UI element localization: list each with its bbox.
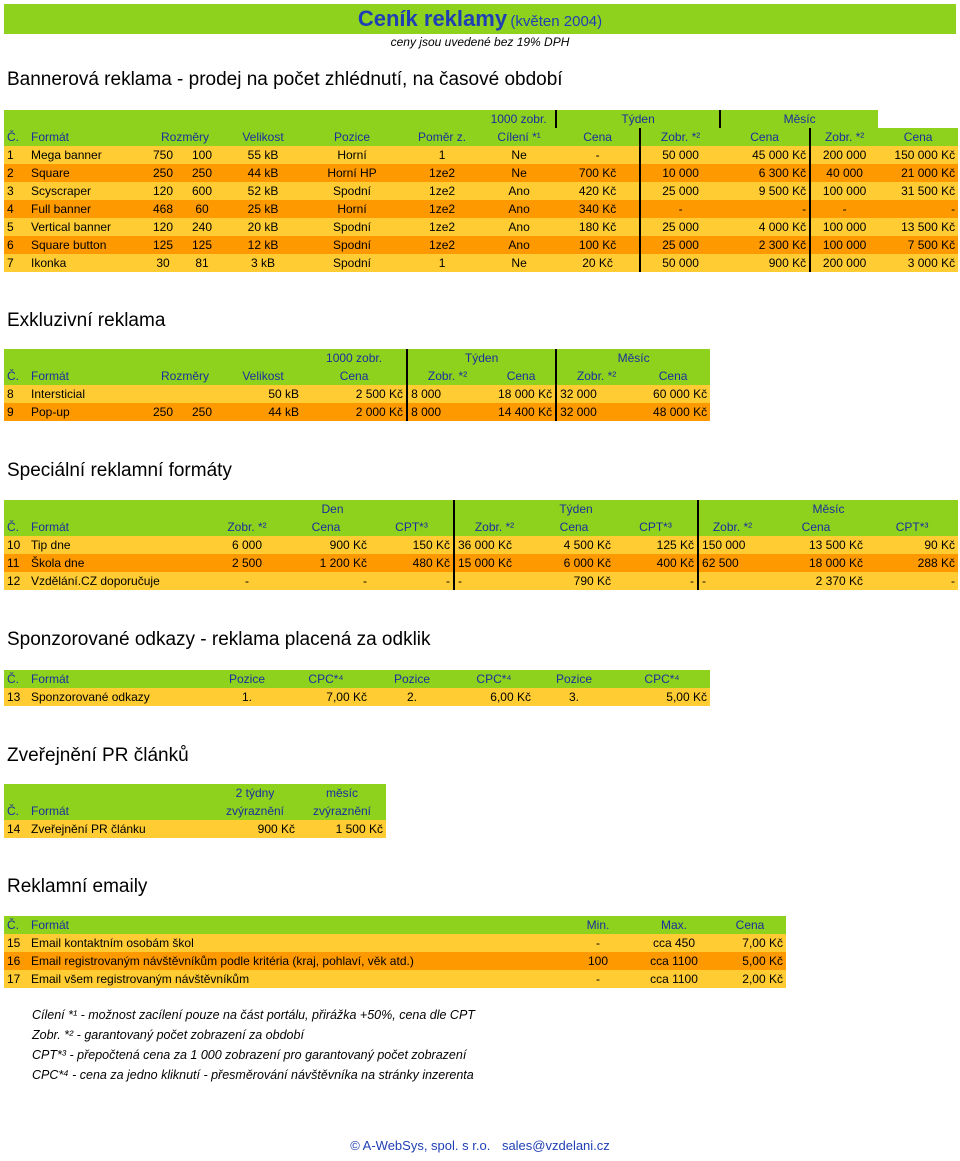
table-row xyxy=(4,164,958,182)
table-cell: 52 kB xyxy=(224,182,302,200)
column-header: Velikost xyxy=(224,128,302,146)
table-cell: 90 Kč xyxy=(866,536,958,554)
table-cell: 50 000 xyxy=(640,146,720,164)
table-cell: 6 xyxy=(4,236,28,254)
table-cell xyxy=(4,500,212,518)
table-cell: Č. xyxy=(4,916,28,934)
table-cell: 125 xyxy=(180,236,224,254)
table-cell: 250 xyxy=(180,403,224,421)
table-cell: zvýraznění xyxy=(298,802,386,820)
table-cell: 1000 zobr. xyxy=(302,349,407,367)
table-cell: Min. xyxy=(562,916,634,934)
table-cell: Vzdělání.CZ doporučuje xyxy=(28,572,212,590)
table-cell: 120 xyxy=(146,218,180,236)
table-row xyxy=(4,236,958,254)
table-row xyxy=(4,385,710,403)
table-cell: 81 xyxy=(180,254,224,272)
table-cell: 2. xyxy=(370,688,454,706)
table-cell: Týden xyxy=(407,349,556,367)
footer-company: © A-WebSys, spol. s r.o. xyxy=(350,1138,491,1153)
table-cell: 3. xyxy=(534,688,614,706)
table-cell: - xyxy=(212,572,282,590)
table-cell: 288 Kč xyxy=(866,554,958,572)
column-header: Formát xyxy=(28,128,146,146)
table-cell: 7,00 Kč xyxy=(282,688,370,706)
table-cell: Square button xyxy=(28,236,146,254)
table-cell: 900 Kč xyxy=(212,820,298,838)
table-cell: Škola dne xyxy=(28,554,212,572)
table-cell: 7 500 Kč xyxy=(878,236,958,254)
table-cell xyxy=(4,349,302,367)
table-cell: 3 000 Kč xyxy=(878,254,958,272)
table-cell: Rozměry xyxy=(146,367,224,385)
table-cell: 9 500 Kč xyxy=(720,182,810,200)
table-cell: 100 000 xyxy=(810,218,878,236)
table-row xyxy=(4,934,786,952)
table-cell: Měsíc xyxy=(556,349,710,367)
table-cell: měsíc xyxy=(298,784,386,802)
table-cell: Cena xyxy=(714,916,786,934)
table-cell: 200 000 xyxy=(810,146,878,164)
table-cell: 2 500 xyxy=(212,554,282,572)
table-cell: 15 000 Kč xyxy=(454,554,534,572)
footnote: CPC*⁴ - cena za jedno kliknutí - přesměrování návštěvníka na stránky inzerenta xyxy=(32,1068,474,1082)
table-cell: 100 xyxy=(180,146,224,164)
table-cell: 8 000 xyxy=(407,385,487,403)
table-cell: 10 xyxy=(4,536,28,554)
table-cell: 8 000 xyxy=(407,403,487,421)
table-cell: 20 Kč xyxy=(556,254,640,272)
table-cell: 4 500 Kč xyxy=(534,536,614,554)
table-cell: Pozice xyxy=(534,670,614,688)
table-cell: - xyxy=(698,572,766,590)
column-header: Zobr. *² xyxy=(640,128,720,146)
table-cell: 100 000 xyxy=(810,182,878,200)
table-cell: Email všem registrovaným návštěvníkům xyxy=(28,970,562,988)
table-cell: Č. xyxy=(4,367,28,385)
table-cell: 340 Kč xyxy=(556,200,640,218)
table-cell: zvýraznění xyxy=(212,802,298,820)
table-cell: 125 Kč xyxy=(614,536,698,554)
table-cell: - xyxy=(866,572,958,590)
table-cell: 150 000 Kč xyxy=(878,146,958,164)
page-title: Ceník reklamy xyxy=(357,6,508,31)
column-header-row xyxy=(4,128,958,146)
column-header: Poměr z. xyxy=(402,128,482,146)
table-cell: 420 Kč xyxy=(556,182,640,200)
table-cell: 1. xyxy=(212,688,282,706)
table-cell: Cena xyxy=(302,367,407,385)
table-cell: 2 370 Kč xyxy=(766,572,866,590)
table-cell: 6,00 Kč xyxy=(454,688,534,706)
table-cell: cca 1100 xyxy=(634,970,714,988)
table-cell: - xyxy=(878,200,958,218)
table-cell: 900 Kč xyxy=(282,536,370,554)
table-row xyxy=(4,952,786,970)
table-cell: 8 xyxy=(4,385,28,403)
table-cell: 2 000 Kč xyxy=(302,403,407,421)
group-header-row xyxy=(4,349,710,367)
banner-table xyxy=(4,110,958,272)
table-row xyxy=(4,182,958,200)
table-cell: Zobr. *² xyxy=(212,518,282,536)
table-cell xyxy=(4,110,482,128)
table-cell: Cena xyxy=(636,367,710,385)
table-cell: Zobr. *² xyxy=(556,367,636,385)
table-cell: Ne xyxy=(482,164,556,182)
table-cell: 2 xyxy=(4,164,28,182)
table-cell: 1ze2 xyxy=(402,182,482,200)
table-cell: 14 xyxy=(4,820,28,838)
table-row xyxy=(4,200,958,218)
section-heading-exclusive: Exkluzivní reklama xyxy=(7,310,166,331)
table-cell: 200 000 xyxy=(810,254,878,272)
table-cell: Měsíc xyxy=(720,110,878,128)
table-cell: 5,00 Kč xyxy=(614,688,710,706)
table-cell: 468 xyxy=(146,200,180,218)
table-cell: Ano xyxy=(482,236,556,254)
table-cell: 40 000 xyxy=(810,164,878,182)
table-cell: Square xyxy=(28,164,146,182)
table-cell: Formát xyxy=(28,916,562,934)
table-cell: 1 xyxy=(402,146,482,164)
table-cell: Horní xyxy=(302,146,402,164)
table-cell: cca 450 xyxy=(634,934,714,952)
table-cell: - xyxy=(282,572,370,590)
table-cell: 50 kB xyxy=(224,385,302,403)
table-cell: 32 000 xyxy=(556,385,636,403)
table-cell: 21 000 Kč xyxy=(878,164,958,182)
table-cell: Full banner xyxy=(28,200,146,218)
table-cell: Tip dne xyxy=(28,536,212,554)
footer xyxy=(0,1138,960,1153)
section-heading-sponsored: Sponzorované odkazy - reklama placená za odklik xyxy=(7,629,431,650)
table-cell: 20 kB xyxy=(224,218,302,236)
table-cell: Ne xyxy=(482,146,556,164)
table-cell: 60 xyxy=(180,200,224,218)
table-cell: Intersticial xyxy=(28,385,146,403)
table-cell: 44 kB xyxy=(224,164,302,182)
table-cell: CPC*⁴ xyxy=(454,670,534,688)
table-cell: - xyxy=(370,572,454,590)
table-cell: 150 Kč xyxy=(370,536,454,554)
table-cell: 25 000 xyxy=(640,218,720,236)
table-cell: 250 xyxy=(146,403,180,421)
table-cell: 1 xyxy=(4,146,28,164)
table-cell: 1 500 Kč xyxy=(298,820,386,838)
table-cell: 10 000 xyxy=(640,164,720,182)
table-cell: 55 kB xyxy=(224,146,302,164)
column-header: Cena xyxy=(556,128,640,146)
table-cell: 36 000 Kč xyxy=(454,536,534,554)
column-header: Cena xyxy=(720,128,810,146)
table-cell: 12 xyxy=(4,572,28,590)
table-cell: 17 xyxy=(4,970,28,988)
table-cell: 100 Kč xyxy=(556,236,640,254)
table-cell: Email registrovaným návštěvníkům podle kritéria (kraj, pohlaví, věk atd.) xyxy=(28,952,562,970)
table-cell: 100 xyxy=(562,952,634,970)
table-cell: - xyxy=(562,934,634,952)
table-cell: CPT*³ xyxy=(866,518,958,536)
table-cell: 25 000 xyxy=(640,236,720,254)
table-cell: Formát xyxy=(28,670,212,688)
table-cell: 11 xyxy=(4,554,28,572)
table-cell: 1 xyxy=(402,254,482,272)
table-cell: - xyxy=(454,572,534,590)
table-cell xyxy=(146,385,180,403)
table-cell: 100 000 xyxy=(810,236,878,254)
table-cell: 30 xyxy=(146,254,180,272)
table-cell: 790 Kč xyxy=(534,572,614,590)
table-cell: Max. xyxy=(634,916,714,934)
table-cell: 7 xyxy=(4,254,28,272)
table-row xyxy=(4,572,958,590)
table-cell: 44 kB xyxy=(224,403,302,421)
table-cell: 50 000 xyxy=(640,254,720,272)
table-cell: 2 300 Kč xyxy=(720,236,810,254)
table-cell: 60 000 Kč xyxy=(636,385,710,403)
column-header: Zobr. *² xyxy=(810,128,878,146)
table-cell: - xyxy=(720,200,810,218)
table-row xyxy=(4,554,958,572)
table-cell: - xyxy=(640,200,720,218)
table-row xyxy=(4,970,786,988)
table-cell: 1ze2 xyxy=(402,164,482,182)
table-cell: 3 xyxy=(4,182,28,200)
table-cell: 125 xyxy=(146,236,180,254)
table-cell: Ikonka xyxy=(28,254,146,272)
emails-table xyxy=(4,916,786,988)
table-cell: 5,00 Kč xyxy=(714,952,786,970)
table-cell: 6 000 Kč xyxy=(534,554,614,572)
table-cell: Ano xyxy=(482,218,556,236)
table-cell: - xyxy=(810,200,878,218)
table-row xyxy=(4,146,958,164)
table-cell: 45 000 Kč xyxy=(720,146,810,164)
table-cell: 4 000 Kč xyxy=(720,218,810,236)
table-cell: 5 xyxy=(4,218,28,236)
table-cell: Ne xyxy=(482,254,556,272)
column-header: Pozice xyxy=(302,128,402,146)
table-cell: 2 týdny xyxy=(212,784,298,802)
table-cell: 2 500 Kč xyxy=(302,385,407,403)
table-cell: CPT*³ xyxy=(614,518,698,536)
footnote: CPT*³ - přepočtená cena za 1 000 zobrazení pro garantovaný počet zobrazení xyxy=(32,1048,467,1062)
table-row xyxy=(4,403,710,421)
table-cell: Scyscraper xyxy=(28,182,146,200)
table-cell: Č. xyxy=(4,802,28,820)
column-header: Rozměry xyxy=(146,128,224,146)
table-cell: 13 500 Kč xyxy=(766,536,866,554)
table-cell: 3 kB xyxy=(224,254,302,272)
table-cell: - xyxy=(562,970,634,988)
table-cell: 18 000 Kč xyxy=(487,385,556,403)
table-cell: 6 000 xyxy=(212,536,282,554)
table-cell: - xyxy=(556,146,640,164)
table-cell: Č. xyxy=(4,518,28,536)
table-cell: 25 kB xyxy=(224,200,302,218)
table-cell: 14 400 Kč xyxy=(487,403,556,421)
pr-table xyxy=(4,784,386,838)
table-row xyxy=(4,536,958,554)
table-cell: Ano xyxy=(482,182,556,200)
column-header: Cílení *¹ xyxy=(482,128,556,146)
table-cell: 1ze2 xyxy=(402,236,482,254)
exclusive-table xyxy=(4,349,710,421)
table-cell: Zobr. *² xyxy=(698,518,766,536)
table-cell: CPC*⁴ xyxy=(614,670,710,688)
title-bar xyxy=(4,4,956,34)
table-cell: CPT*³ xyxy=(370,518,454,536)
table-cell: 9 xyxy=(4,403,28,421)
table-cell: 15 xyxy=(4,934,28,952)
table-cell: Spodní xyxy=(302,236,402,254)
table-cell: 600 xyxy=(180,182,224,200)
table-cell: Sponzorované odkazy xyxy=(28,688,212,706)
table-cell: 31 500 Kč xyxy=(878,182,958,200)
table-cell: Ano xyxy=(482,200,556,218)
table-cell: Týden xyxy=(454,500,698,518)
table-cell: Zveřejnění PR článku xyxy=(28,820,212,838)
table-cell: 250 xyxy=(180,164,224,182)
table-row xyxy=(4,820,386,838)
table-cell: 13 500 Kč xyxy=(878,218,958,236)
table-cell: Mega banner xyxy=(28,146,146,164)
section-heading-banner: Bannerová reklama - prodej na počet zhlédnutí, na časové období xyxy=(7,69,563,90)
table-cell: 1 200 Kč xyxy=(282,554,370,572)
table-cell: 16 xyxy=(4,952,28,970)
table-cell: Formát xyxy=(28,367,146,385)
table-row xyxy=(4,688,710,706)
table-cell: Formát xyxy=(28,518,212,536)
group-header-row xyxy=(4,110,958,128)
table-cell: Cena xyxy=(487,367,556,385)
table-cell: Cena xyxy=(534,518,614,536)
table-cell: 48 000 Kč xyxy=(636,403,710,421)
column-header-row xyxy=(4,916,786,934)
table-cell: Zobr. *² xyxy=(407,367,487,385)
table-cell: Č. xyxy=(4,670,28,688)
group-header-row xyxy=(4,784,386,802)
table-cell: Pozice xyxy=(370,670,454,688)
table-cell: 150 000 xyxy=(698,536,766,554)
section-heading-pr: Zveřejnění PR článků xyxy=(7,745,189,766)
column-header-row xyxy=(4,367,710,385)
table-cell: Zobr. *² xyxy=(454,518,534,536)
table-cell: Měsíc xyxy=(698,500,958,518)
page-title-date: (květen 2004) xyxy=(510,13,603,30)
table-cell: 180 Kč xyxy=(556,218,640,236)
table-cell: 120 xyxy=(146,182,180,200)
table-cell: Cena xyxy=(282,518,370,536)
table-cell: Horní xyxy=(302,200,402,218)
special-table xyxy=(4,500,958,590)
table-cell: 1ze2 xyxy=(402,218,482,236)
sponsored-table xyxy=(4,670,710,706)
table-cell: Formát xyxy=(28,802,212,820)
table-cell: 400 Kč xyxy=(614,554,698,572)
column-header: Cena xyxy=(878,128,958,146)
table-cell: 18 000 Kč xyxy=(766,554,866,572)
table-cell: 32 000 xyxy=(556,403,636,421)
table-cell xyxy=(4,784,212,802)
table-cell: 240 xyxy=(180,218,224,236)
table-cell: 250 xyxy=(146,164,180,182)
table-cell: 4 xyxy=(4,200,28,218)
section-heading-emails: Reklamní emaily xyxy=(7,876,148,897)
table-cell: Pozice xyxy=(212,670,282,688)
table-cell: Spodní xyxy=(302,182,402,200)
table-cell: Spodní xyxy=(302,254,402,272)
footnote: Zobr. *² - garantovaný počet zobrazení za období xyxy=(32,1028,304,1042)
column-header: Č. xyxy=(4,128,28,146)
table-cell xyxy=(180,385,224,403)
table-cell: 13 xyxy=(4,688,28,706)
group-header-row xyxy=(4,500,958,518)
table-cell: Email kontaktním osobám škol xyxy=(28,934,562,952)
column-header-row xyxy=(4,670,710,688)
table-cell: 7,00 Kč xyxy=(714,934,786,952)
table-cell: 6 300 Kč xyxy=(720,164,810,182)
table-cell: 900 Kč xyxy=(720,254,810,272)
footer-email-link[interactable]: sales@vzdelani.cz xyxy=(501,1138,610,1153)
table-cell: Cena xyxy=(766,518,866,536)
table-cell: 62 500 xyxy=(698,554,766,572)
section-heading-special: Speciální reklamní formáty xyxy=(7,460,232,481)
column-header-row xyxy=(4,518,958,536)
table-cell: 2,00 Kč xyxy=(714,970,786,988)
table-cell: 25 000 xyxy=(640,182,720,200)
table-cell: 750 xyxy=(146,146,180,164)
table-cell: Pop-up xyxy=(28,403,146,421)
table-cell: Den xyxy=(212,500,454,518)
table-cell: - xyxy=(614,572,698,590)
table-cell: Vertical banner xyxy=(28,218,146,236)
table-cell: 480 Kč xyxy=(370,554,454,572)
table-cell: 12 kB xyxy=(224,236,302,254)
table-row xyxy=(4,254,958,272)
table-cell: Spodní xyxy=(302,218,402,236)
table-cell: Velikost xyxy=(224,367,302,385)
table-cell: 700 Kč xyxy=(556,164,640,182)
page-subtitle: ceny jsou uvedené bez 19% DPH xyxy=(390,35,570,49)
table-cell: CPC*⁴ xyxy=(282,670,370,688)
table-cell: 1ze2 xyxy=(402,200,482,218)
column-header-row xyxy=(4,802,386,820)
footnote: Cílení *¹ - možnost zacílení pouze na část portálu, přirážka +50%, cena dle CPT xyxy=(32,1008,475,1022)
table-cell: 1000 zobr. xyxy=(482,110,556,128)
table-cell: Týden xyxy=(556,110,720,128)
table-cell: cca 1100 xyxy=(634,952,714,970)
table-cell: Horní HP xyxy=(302,164,402,182)
table-row xyxy=(4,218,958,236)
footnotes xyxy=(32,1005,475,1085)
